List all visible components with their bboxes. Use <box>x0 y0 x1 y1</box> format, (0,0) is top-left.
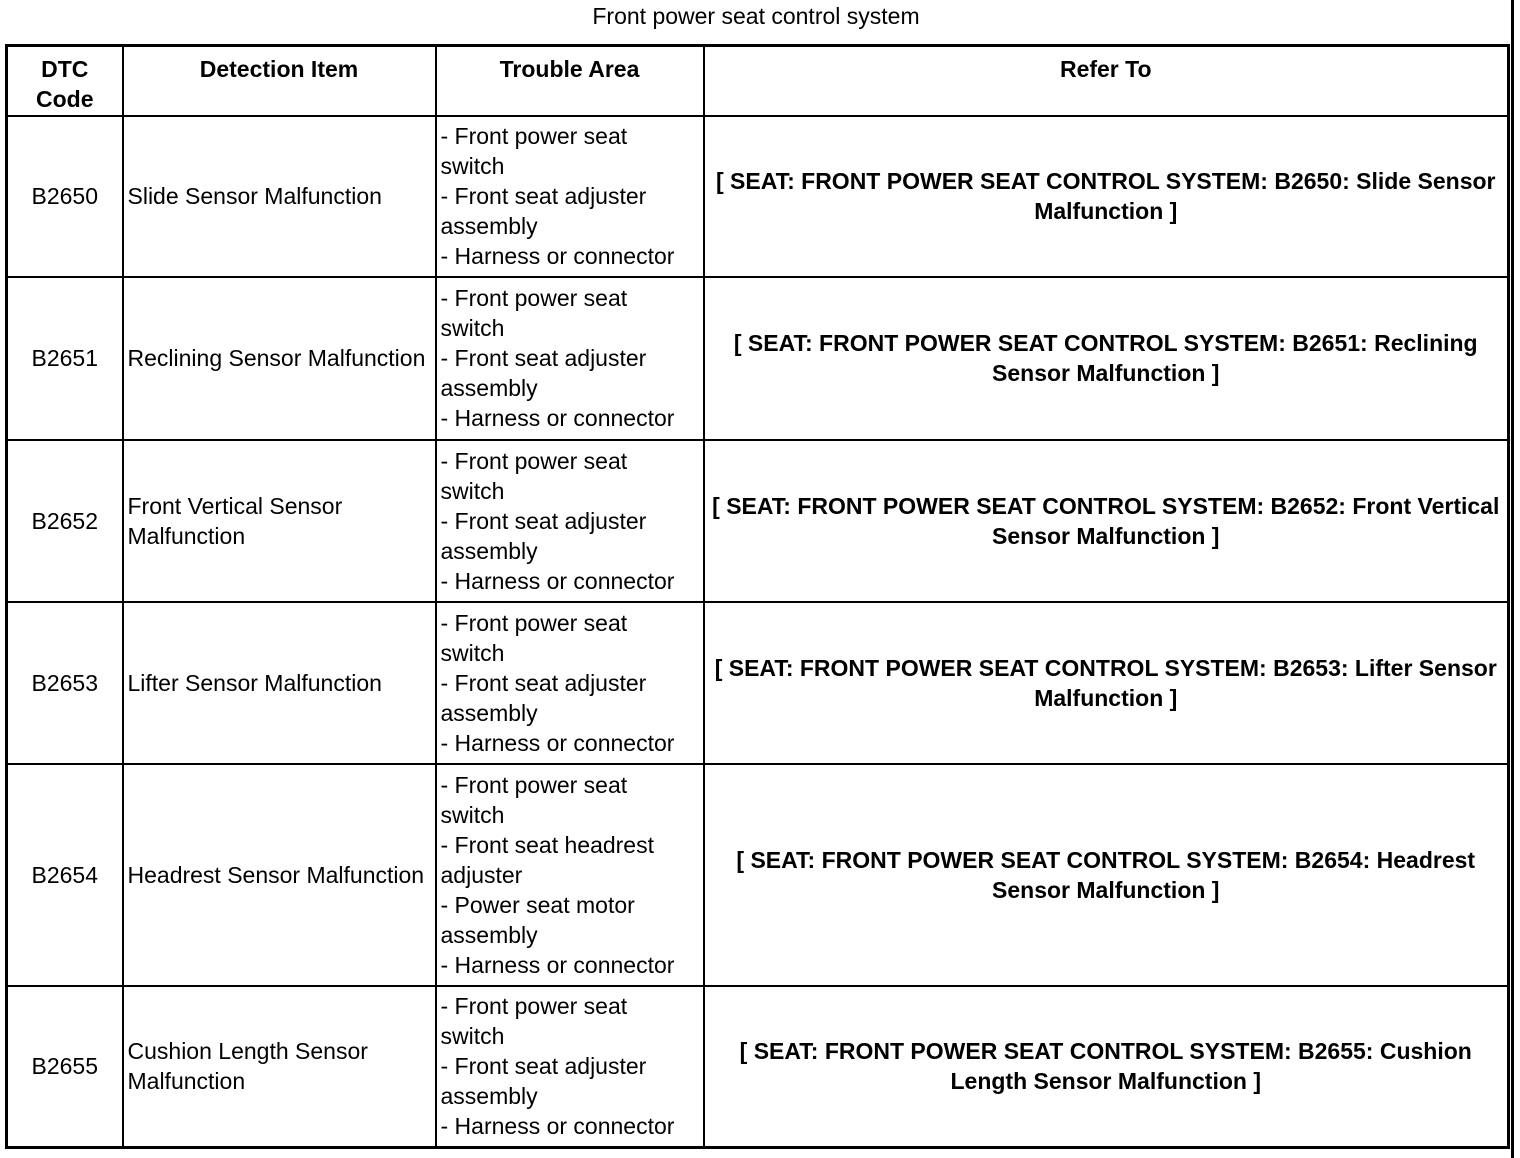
detection-item-cell: Cushion Length Sensor Malfunction <box>123 986 436 1148</box>
detection-item-cell: Reclining Sensor Malfunction <box>123 277 436 440</box>
trouble-area-line: - Power seat motor <box>440 891 635 918</box>
trouble-area-line: - Front seat adjuster <box>440 1053 647 1080</box>
dtc-code-cell: B2653 <box>7 602 123 764</box>
detection-item-cell: Front Vertical Sensor Malfunction <box>123 440 436 602</box>
trouble-area-line: - Harness or connector <box>440 729 675 756</box>
trouble-area-line: - Front power seat <box>440 609 628 636</box>
table-row <box>7 277 1509 440</box>
refer-to-link[interactable]: [ SEAT: FRONT POWER SEAT CONTROL SYSTEM: B2655: Cushion Length Sensor Malfunction ] <box>704 986 1509 1148</box>
refer-to-link[interactable]: [ SEAT: FRONT POWER SEAT CONTROL SYSTEM: B2652: Front Vertical Sensor Malfunction ] <box>704 440 1509 602</box>
trouble-area-line: assembly <box>440 699 538 726</box>
trouble-area-line: - Harness or connector <box>440 243 675 269</box>
trouble-area-line: assembly <box>440 1083 538 1110</box>
trouble-area-line: - Front seat headrest <box>440 831 654 858</box>
header-code-line2: Code <box>36 86 94 112</box>
trouble-area-line: assembly <box>440 375 538 401</box>
trouble-area-cell <box>436 764 704 986</box>
detection-item-cell: Headrest Sensor Malfunction <box>123 764 436 986</box>
trouble-area-cell <box>436 986 704 1148</box>
trouble-area-line: assembly <box>440 213 538 239</box>
detection-item-cell: Slide Sensor Malfunction <box>123 116 436 277</box>
refer-to-link[interactable]: [ SEAT: FRONT POWER SEAT CONTROL SYSTEM: B2650: Slide Sensor Malfunction ] <box>704 116 1509 277</box>
trouble-area-line: switch <box>440 153 505 179</box>
trouble-area-line: - Front seat adjuster <box>440 669 647 696</box>
table-row <box>7 602 1509 764</box>
trouble-area-line: switch <box>440 315 505 341</box>
page-title: Front power seat control system <box>592 3 920 29</box>
header-code-line1: DTC <box>41 56 89 82</box>
table-row <box>7 440 1509 602</box>
trouble-area-cell <box>436 116 704 277</box>
trouble-area-line: adjuster <box>440 861 523 888</box>
trouble-area-line: - Front power seat <box>440 123 628 149</box>
header-dtc-code <box>7 46 123 116</box>
refer-to-link[interactable]: [ SEAT: FRONT POWER SEAT CONTROL SYSTEM: B2654: Headrest Sensor Malfunction ] <box>704 764 1509 986</box>
table-row <box>7 986 1509 1148</box>
trouble-area-line: assembly <box>440 921 538 948</box>
dtc-code-cell: B2652 <box>7 440 123 602</box>
trouble-area-cell <box>436 440 704 602</box>
trouble-area-line: - Harness or connector <box>440 567 675 594</box>
page-edge-rule <box>1511 0 1514 1158</box>
dtc-table <box>5 44 1510 1149</box>
trouble-area-line: assembly <box>440 537 538 564</box>
dtc-code-cell: B2654 <box>7 764 123 986</box>
dtc-code-cell: B2655 <box>7 986 123 1148</box>
trouble-area-line: switch <box>440 477 505 504</box>
trouble-area-cell <box>436 277 704 440</box>
dtc-code-cell: B2650 <box>7 116 123 277</box>
trouble-area-line: - Harness or connector <box>440 405 675 431</box>
trouble-area-line: switch <box>440 801 505 828</box>
dtc-code-cell: B2651 <box>7 277 123 440</box>
detection-item-cell: Lifter Sensor Malfunction <box>123 602 436 764</box>
table-row <box>7 764 1509 986</box>
trouble-area-line: - Front seat adjuster <box>440 345 647 371</box>
refer-to-link[interactable]: [ SEAT: FRONT POWER SEAT CONTROL SYSTEM: B2653: Lifter Sensor Malfunction ] <box>704 602 1509 764</box>
trouble-area-line: switch <box>440 639 505 666</box>
trouble-area-line: - Front power seat <box>440 993 628 1020</box>
refer-to-link[interactable]: [ SEAT: FRONT POWER SEAT CONTROL SYSTEM: B2651: Reclining Sensor Malfunction ] <box>704 277 1509 440</box>
table-row <box>7 116 1509 277</box>
trouble-area-line: - Harness or connector <box>440 1113 675 1140</box>
header-detection-item: Detection Item <box>123 46 436 116</box>
trouble-area-line: - Front power seat <box>440 285 628 311</box>
trouble-area-line: - Front power seat <box>440 771 628 798</box>
trouble-area-line: - Front seat adjuster <box>440 507 647 534</box>
header-trouble-area: Trouble Area <box>436 46 704 116</box>
header-row <box>7 46 1509 116</box>
trouble-area-cell <box>436 602 704 764</box>
trouble-area-line: - Harness or connector <box>440 951 675 978</box>
trouble-area-line: - Front power seat <box>440 447 628 474</box>
trouble-area-line: - Front seat adjuster <box>440 183 647 209</box>
trouble-area-line: switch <box>440 1023 505 1050</box>
header-refer-to: Refer To <box>704 46 1509 116</box>
